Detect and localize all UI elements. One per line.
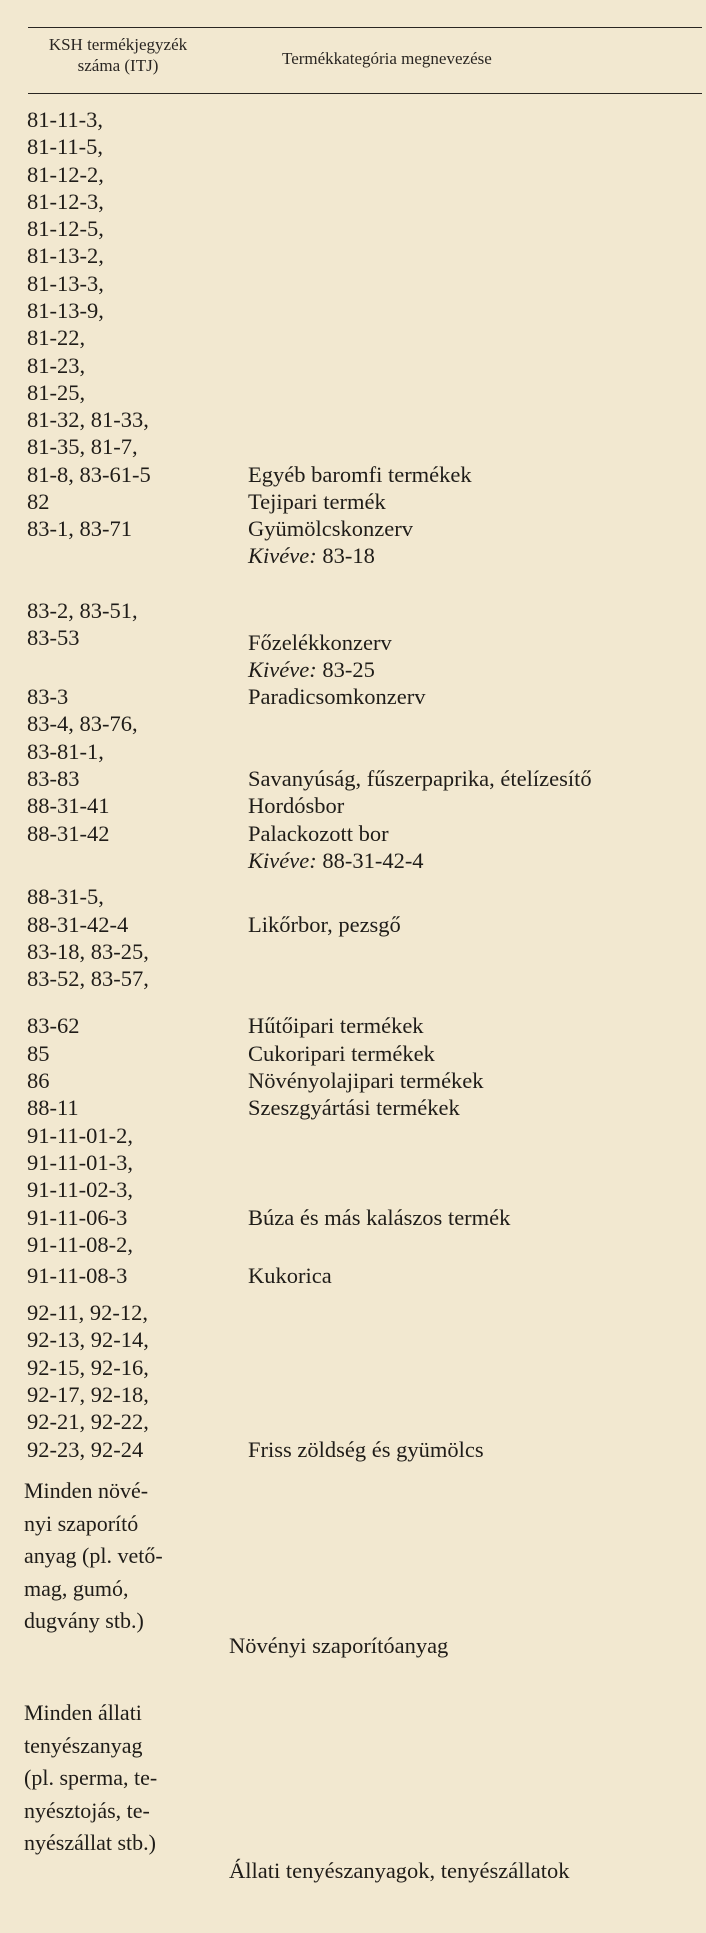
code-line: 91-11-01-2, bbox=[27, 1123, 134, 1148]
code-line: 88-31-5, bbox=[27, 884, 104, 909]
plant-material-description: Minden növé- nyi szaporító anyag (pl. vető- mag, gumó, dugvány stb.) bbox=[24, 1478, 163, 1633]
code-line: 91-11-08-2, bbox=[27, 1232, 134, 1257]
code-line: 86 bbox=[27, 1068, 50, 1093]
code-line: 83-2, 83-51, bbox=[27, 598, 138, 623]
category-label: Hűtőipari termékek bbox=[248, 1013, 424, 1038]
category-label: Egyéb baromfi termékek bbox=[248, 462, 472, 487]
header-category-column: Termékkategória megnevezése bbox=[282, 49, 492, 68]
code-line: 91-11-08-3 bbox=[27, 1263, 128, 1288]
code-line: 88-31-42 bbox=[27, 821, 110, 846]
exception-note: Kivéve: 83-25 bbox=[248, 657, 375, 682]
category-label: Palackozott bor bbox=[248, 821, 389, 846]
category-label: Paradicsomkonzerv bbox=[248, 684, 426, 709]
code-line: 92-15, 92-16, bbox=[27, 1355, 149, 1380]
code-line: 81-12-5, bbox=[27, 216, 104, 241]
code-line: 81-35, 81-7, bbox=[27, 434, 138, 459]
code-line: 83-52, 83-57, bbox=[27, 966, 149, 991]
code-line: 83-4, 83-76, bbox=[27, 711, 138, 736]
code-line: 92-11, 92-12, bbox=[27, 1300, 149, 1325]
code-line: 83-3 bbox=[27, 684, 69, 709]
code-line: 81-11-3, bbox=[27, 107, 104, 132]
code-line: 81-22, bbox=[27, 325, 86, 350]
code-line: 81-8, 83-61-5 bbox=[27, 462, 151, 487]
category-label: Hordósbor bbox=[248, 793, 345, 818]
category-label: Gyümölcskonzerv bbox=[248, 516, 413, 541]
category-label: Tejipari termék bbox=[248, 489, 386, 514]
category-label: Savanyúság, fűszerpaprika, ételízesítő bbox=[248, 766, 592, 791]
exception-note: Kivéve: 88-31-42-4 bbox=[248, 848, 424, 873]
code-line: 81-12-2, bbox=[27, 162, 104, 187]
code-line: 92-21, 92-22, bbox=[27, 1409, 149, 1434]
code-line: 91-11-01-3, bbox=[27, 1150, 134, 1175]
code-line: 83-62 bbox=[27, 1013, 80, 1038]
code-line: 83-1, 83-71 bbox=[27, 516, 132, 541]
code-line: 83-18, 83-25, bbox=[27, 939, 149, 964]
animal-material-category: Állati tenyészanyagok, tenyészállatok bbox=[229, 1858, 570, 1883]
code-line: 81-13-3, bbox=[27, 271, 104, 296]
code-line: 85 bbox=[27, 1041, 50, 1066]
code-line: 91-11-02-3, bbox=[27, 1177, 134, 1202]
code-line: 88-31-42-4 bbox=[27, 912, 129, 937]
code-line: 83-83 bbox=[27, 766, 80, 791]
exception-note: Kivéve: 83-18 bbox=[248, 543, 375, 568]
code-line: 83-81-1, bbox=[27, 739, 104, 764]
category-label: Főzelékkonzerv bbox=[248, 630, 392, 655]
category-label: Cukoripari termékek bbox=[248, 1041, 435, 1066]
category-label: Növényolajipari termékek bbox=[248, 1068, 484, 1093]
category-label: Friss zöldség és gyümölcs bbox=[248, 1437, 484, 1462]
code-line: 88-31-41 bbox=[27, 793, 110, 818]
category-label: Búza és más kalászos termék bbox=[248, 1205, 511, 1230]
header-code-column: KSH termékjegyzék száma (ITJ) bbox=[48, 35, 188, 75]
plant-material-category: Növényi szaporítóanyag bbox=[229, 1633, 449, 1658]
category-label: Likőrbor, pezsgő bbox=[248, 912, 401, 937]
code-line: 88-11 bbox=[27, 1095, 79, 1120]
code-line: 81-13-9, bbox=[27, 298, 104, 323]
code-line: 91-11-06-3 bbox=[27, 1205, 128, 1230]
code-line: 92-23, 92-24 bbox=[27, 1437, 144, 1462]
header-rule bbox=[28, 93, 702, 94]
code-line: 81-13-2, bbox=[27, 243, 104, 268]
code-line: 83-53 bbox=[27, 625, 80, 650]
code-line: 81-25, bbox=[27, 380, 86, 405]
code-line: 81-32, 81-33, bbox=[27, 407, 149, 432]
code-line: 92-13, 92-14, bbox=[27, 1327, 149, 1352]
animal-material-description: Minden állati tenyészanyag (pl. sperma, te- nyésztojás, te- nyészállat stb.) bbox=[24, 1700, 158, 1855]
category-label: Szeszgyártási termékek bbox=[248, 1095, 460, 1120]
code-line: 81-23, bbox=[27, 353, 86, 378]
code-line: 92-17, 92-18, bbox=[27, 1382, 149, 1407]
code-line: 81-11-5, bbox=[27, 134, 104, 159]
code-line: 82 bbox=[27, 489, 50, 514]
top-rule bbox=[28, 27, 702, 28]
category-label: Kukorica bbox=[248, 1263, 332, 1288]
code-line: 81-12-3, bbox=[27, 189, 104, 214]
